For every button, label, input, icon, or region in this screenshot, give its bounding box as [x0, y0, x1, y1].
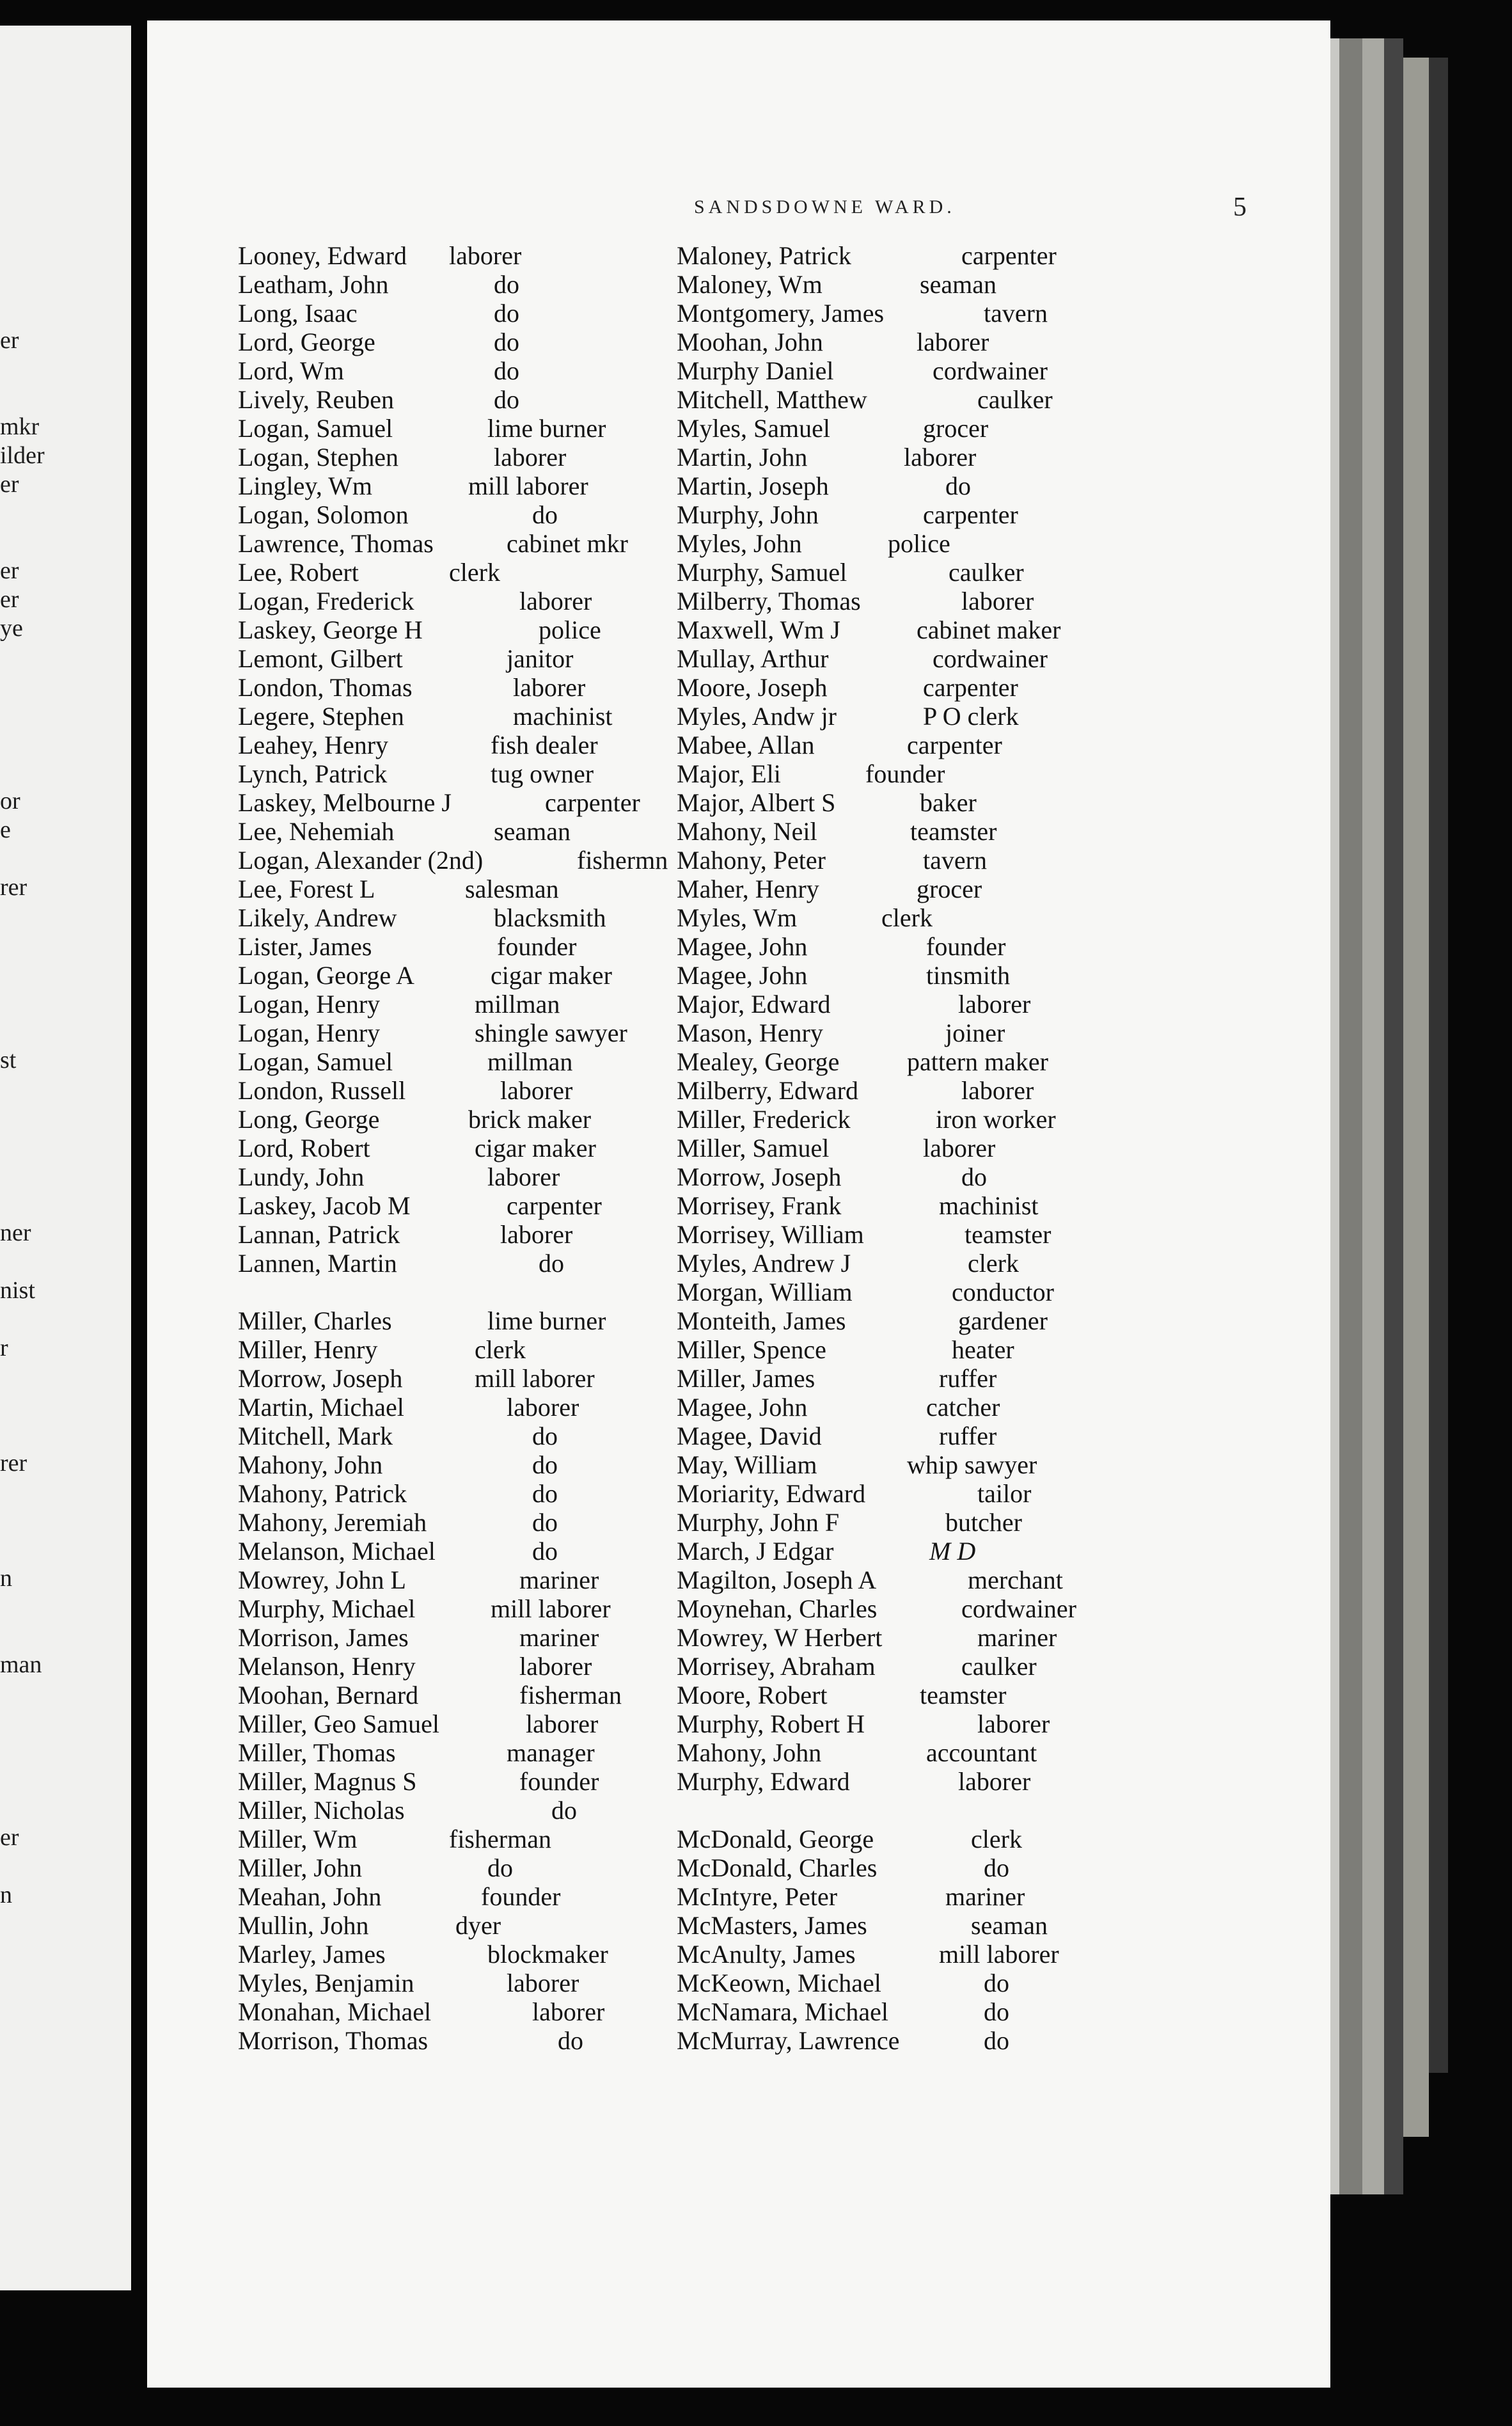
entry-name: McNamara, Michael [677, 1997, 888, 2026]
entry-occupation: laborer [507, 1969, 579, 1997]
entry-name: Mahony, Neil [677, 817, 817, 846]
entry-occupation: clerk [968, 1249, 1019, 1278]
entry-name: Miller, John [238, 1853, 362, 1882]
entry-occupation: grocer [917, 875, 982, 903]
entry-occupation: mill laborer [468, 472, 588, 500]
entry-occupation: clerk [971, 1825, 1022, 1853]
entry-occupation: police [888, 529, 950, 558]
entry-name: Logan, Samuel [238, 1047, 393, 1076]
entry-occupation: merchant [968, 1566, 1063, 1594]
left-page-fragment: er [0, 557, 19, 584]
entry-occupation: conductor [952, 1278, 1054, 1306]
entry-name: Martin, Michael [238, 1393, 404, 1422]
left-page-fragment: ilder [0, 442, 45, 469]
entry-occupation: caulker [961, 1652, 1037, 1681]
entry-name: Magee, John [677, 932, 808, 961]
left-page-fragment: n [0, 1882, 12, 1908]
entry-occupation: teamster [920, 1681, 1007, 1709]
entry-name: Morrow, Joseph [238, 1364, 403, 1393]
entry-name: Mahony, John [677, 1738, 822, 1767]
entry-occupation: do [984, 1997, 1009, 2026]
entry-name: Miller, Charles [238, 1306, 392, 1335]
entry-occupation: lime burner [487, 414, 606, 443]
entry-name: Milberry, Thomas [677, 587, 861, 615]
entry-name: Miller, Samuel [677, 1134, 830, 1162]
entry-occupation: carpenter [507, 1191, 602, 1220]
entry-occupation: iron worker [936, 1105, 1056, 1134]
entry-name: Murphy, Edward [677, 1767, 850, 1796]
entry-name: Morrisey, William [677, 1220, 864, 1249]
entry-name: Long, George [238, 1105, 380, 1134]
entry-occupation: blacksmith [494, 903, 606, 932]
entry-occupation: manager [507, 1738, 595, 1767]
entry-occupation: do [945, 472, 971, 500]
entry-occupation: blockmaker [487, 1940, 608, 1969]
entry-name: Meahan, John [238, 1882, 382, 1911]
entry-name: Myles, John [677, 529, 802, 558]
entry-occupation: fisherman [519, 1681, 622, 1709]
entry-name: Magee, David [677, 1422, 822, 1450]
entry-occupation: do [532, 1450, 558, 1479]
entry-name: Miller, Nicholas [238, 1796, 405, 1825]
page-edge-stack [1362, 38, 1384, 2194]
entry-occupation: P O clerk [923, 702, 1019, 731]
left-page-fragment: st [0, 1047, 17, 1074]
entry-name: McDonald, Charles [677, 1853, 878, 1882]
entry-occupation: whip sawyer [907, 1450, 1037, 1479]
directory-page [147, 20, 1330, 2388]
entry-name: Moore, Robert [677, 1681, 828, 1709]
entry-name: Miller, Thomas [238, 1738, 396, 1767]
entry-name: Likely, Andrew [238, 903, 397, 932]
entry-name: Miller, Magnus S [238, 1767, 417, 1796]
entry-occupation: seaman [920, 270, 996, 299]
entry-occupation: founder [481, 1882, 561, 1911]
entry-name: Moore, Joseph [677, 673, 828, 702]
entry-name: McIntyre, Peter [677, 1882, 838, 1911]
left-page-fragment: er [0, 1824, 19, 1851]
entry-name: Laskey, George H [238, 615, 423, 644]
entry-occupation: do [532, 1537, 558, 1566]
entry-occupation: tavern [984, 299, 1048, 328]
entry-occupation: do [494, 328, 519, 356]
entry-name: Moohan, John [677, 328, 823, 356]
entry-occupation: do [961, 1162, 987, 1191]
entry-occupation: lime burner [487, 1306, 606, 1335]
entry-name: Montgomery, James [677, 299, 885, 328]
entry-occupation: millman [475, 990, 560, 1019]
left-page-fragment: er [0, 586, 19, 613]
entry-occupation: gardener [958, 1306, 1048, 1335]
entry-name: Mahony, Jeremiah [238, 1508, 427, 1537]
entry-name: Morrisey, Frank [677, 1191, 842, 1220]
entry-name: Magee, John [677, 961, 808, 990]
entry-name: Martin, Joseph [677, 472, 829, 500]
left-page-fragment: mkr [0, 413, 40, 440]
entry-name: Maloney, Wm [677, 270, 823, 299]
entry-name: Mahony, Peter [677, 846, 826, 875]
entry-name: Major, Albert S [677, 788, 836, 817]
entry-occupation: tailor [977, 1479, 1032, 1508]
entry-occupation: teamster [965, 1220, 1051, 1249]
entry-name: Moynehan, Charles [677, 1594, 878, 1623]
left-page-fragment: rer [0, 874, 28, 901]
entry-occupation: mill laborer [491, 1594, 611, 1623]
entry-name: Leatham, John [238, 270, 389, 299]
entry-name: Mason, Henry [677, 1019, 823, 1047]
entry-occupation: teamster [910, 817, 997, 846]
entry-occupation: laborer [961, 1076, 1034, 1105]
entry-name: Miller, James [677, 1364, 815, 1393]
entry-occupation: laborer [923, 1134, 996, 1162]
entry-name: Morrison, James [238, 1623, 409, 1652]
entry-occupation: do [532, 1479, 558, 1508]
left-page-fragment: ner [0, 1219, 31, 1246]
entry-occupation: laborer [904, 443, 977, 472]
entry-occupation: do [494, 356, 519, 385]
page-edge-stack [1339, 38, 1362, 2194]
entry-name: Lord, George [238, 328, 375, 356]
entry-occupation: shingle sawyer [475, 1019, 627, 1047]
entry-occupation: M D [929, 1537, 976, 1566]
entry-name: Mitchell, Mark [238, 1422, 393, 1450]
entry-name: Maloney, Patrick [677, 241, 851, 270]
entry-name: May, William [677, 1450, 817, 1479]
entry-occupation: ruffer [939, 1422, 997, 1450]
entry-occupation: tinsmith [926, 961, 1011, 990]
entry-occupation: mariner [519, 1623, 599, 1652]
entry-occupation: laborer [500, 1220, 573, 1249]
entry-occupation: cordwainer [961, 1594, 1076, 1623]
entry-name: Lord, Robert [238, 1134, 370, 1162]
entry-occupation: laborer [449, 241, 522, 270]
entry-name: Lannan, Patrick [238, 1220, 400, 1249]
entry-name: Monteith, James [677, 1306, 846, 1335]
entry-name: Lee, Robert [238, 558, 359, 587]
page-edge-stack [1403, 58, 1429, 2137]
entry-name: Magee, John [677, 1393, 808, 1422]
entry-occupation: do [558, 2026, 583, 2055]
entry-name: Morrow, Joseph [677, 1162, 842, 1191]
entry-name: Myles, Andw jr [677, 702, 837, 731]
entry-name: Melanson, Henry [238, 1652, 416, 1681]
entry-name: Murphy Daniel [677, 356, 834, 385]
entry-occupation: clerk [881, 903, 933, 932]
entry-name: McMasters, James [677, 1911, 867, 1940]
entry-name: Major, Eli [677, 759, 781, 788]
entry-occupation: do [494, 299, 519, 328]
entry-occupation: laborer [507, 1393, 579, 1422]
entry-name: Mabee, Allan [677, 731, 815, 759]
entry-occupation: police [539, 615, 601, 644]
entry-name: Maxwell, Wm J [677, 615, 840, 644]
entry-occupation: laborer [961, 587, 1034, 615]
entry-name: Milberry, Edward [677, 1076, 858, 1105]
entry-name: Mowrey, John L [238, 1566, 406, 1594]
entry-occupation: salesman [465, 875, 559, 903]
entry-name: Morgan, William [677, 1278, 853, 1306]
entry-occupation: brick maker [468, 1105, 592, 1134]
left-page-fragment: nist [0, 1277, 35, 1304]
page-edge-stack [1384, 38, 1403, 2194]
entry-occupation: do [984, 2026, 1009, 2055]
entry-name: March, J Edgar [677, 1537, 834, 1566]
left-page-fragment: ye [0, 615, 23, 642]
entry-occupation: laborer [494, 443, 567, 472]
entry-name: Miller, Geo Samuel [238, 1709, 439, 1738]
entry-name: Monahan, Michael [238, 1997, 432, 2026]
entry-occupation: clerk [475, 1335, 526, 1364]
entry-name: Lawrence, Thomas [238, 529, 434, 558]
entry-name: McMurray, Lawrence [677, 2026, 900, 2055]
entry-name: Mahony, John [238, 1450, 383, 1479]
entry-name: Lord, Wm [238, 356, 344, 385]
entry-occupation: fish dealer [491, 731, 598, 759]
entry-occupation: mariner [945, 1882, 1025, 1911]
entry-occupation: laborer [487, 1162, 560, 1191]
page-header-title: SANDSDOWNE WARD. [694, 196, 956, 218]
entry-occupation: founder [519, 1767, 599, 1796]
entry-occupation: fisherman [449, 1825, 551, 1853]
entry-occupation: laborer [917, 328, 989, 356]
entry-occupation: clerk [449, 558, 500, 587]
entry-occupation: do [551, 1796, 577, 1825]
left-page-fragment: man [0, 1651, 42, 1678]
entry-occupation: catcher [926, 1393, 1000, 1422]
entry-name: Mitchell, Matthew [677, 385, 867, 414]
entry-name: Lively, Reuben [238, 385, 395, 414]
entry-name: Lynch, Patrick [238, 759, 388, 788]
entry-name: Miller, Spence [677, 1335, 826, 1364]
entry-occupation: carpenter [907, 731, 1002, 759]
entry-occupation: seaman [494, 817, 571, 846]
entry-occupation: cordwainer [933, 644, 1048, 673]
entry-name: Melanson, Michael [238, 1537, 436, 1566]
entry-name: Logan, Samuel [238, 414, 393, 443]
entry-name: Moohan, Bernard [238, 1681, 419, 1709]
entry-name: Long, Isaac [238, 299, 358, 328]
entry-occupation: laborer [500, 1076, 573, 1105]
entry-occupation: do [494, 385, 519, 414]
entry-name: Mealey, George [677, 1047, 840, 1076]
entry-name: Lingley, Wm [238, 472, 372, 500]
entry-name: Myles, Samuel [677, 414, 830, 443]
entry-occupation: machinist [513, 702, 613, 731]
entry-occupation: cordwainer [933, 356, 1048, 385]
entry-name: Myles, Andrew J [677, 1249, 851, 1278]
entry-occupation: baker [920, 788, 977, 817]
left-page-fragment: er [0, 327, 19, 354]
entry-occupation: dyer [455, 1911, 501, 1940]
entry-occupation: accountant [926, 1738, 1037, 1767]
entry-name: Laskey, Jacob M [238, 1191, 411, 1220]
entry-occupation: carpenter [923, 673, 1018, 702]
entry-occupation: laborer [977, 1709, 1050, 1738]
entry-name: Miller, Frederick [677, 1105, 851, 1134]
entry-occupation: machinist [939, 1191, 1039, 1220]
entry-occupation: laborer [519, 1652, 592, 1681]
entry-occupation: do [494, 270, 519, 299]
entry-occupation: fishermn [577, 846, 668, 875]
entry-occupation: pattern maker [907, 1047, 1048, 1076]
entry-occupation: do [487, 1853, 513, 1882]
entry-name: Miller, Wm [238, 1825, 358, 1853]
entry-occupation: ruffer [939, 1364, 997, 1393]
entry-name: Murphy, John F [677, 1508, 840, 1537]
entry-occupation: laborer [519, 587, 592, 615]
entry-name: Morrison, Thomas [238, 2026, 429, 2055]
entry-name: Lannen, Martin [238, 1249, 397, 1278]
entry-name: Lee, Forest L [238, 875, 375, 903]
entry-occupation: heater [952, 1335, 1014, 1364]
entry-name: Logan, Henry [238, 990, 381, 1019]
entry-name: Logan, Stephen [238, 443, 399, 472]
entry-name: McDonald, George [677, 1825, 874, 1853]
entry-name: McAnulty, James [677, 1940, 856, 1969]
entry-occupation: mill laborer [939, 1940, 1059, 1969]
entry-occupation: tavern [923, 846, 987, 875]
entry-name: Laskey, Melbourne J [238, 788, 452, 817]
entry-name: Major, Edward [677, 990, 831, 1019]
entry-name: Myles, Wm [677, 903, 798, 932]
entry-occupation: do [532, 1508, 558, 1537]
entry-occupation: do [984, 1969, 1009, 1997]
entry-occupation: do [532, 1422, 558, 1450]
entry-name: Lee, Nehemiah [238, 817, 395, 846]
entry-occupation: laborer [532, 1997, 605, 2026]
left-page-fragment: er [0, 471, 19, 498]
entry-occupation: carpenter [923, 500, 1018, 529]
entry-occupation: butcher [945, 1508, 1022, 1537]
entry-name: Looney, Edward [238, 241, 407, 270]
entry-name: Murphy, Robert H [677, 1709, 865, 1738]
entry-occupation: cigar maker [475, 1134, 596, 1162]
entry-occupation: founder [865, 759, 945, 788]
entry-occupation: caulker [977, 385, 1053, 414]
entry-name: Murphy, Michael [238, 1594, 416, 1623]
entry-occupation: millman [487, 1047, 573, 1076]
entry-occupation: do [539, 1249, 564, 1278]
entry-occupation: mariner [977, 1623, 1057, 1652]
entry-name: Mullin, John [238, 1911, 369, 1940]
entry-occupation: mariner [519, 1566, 599, 1594]
entry-name: McKeown, Michael [677, 1969, 881, 1997]
left-page-fragment: rer [0, 1450, 28, 1477]
entry-name: Legere, Stephen [238, 702, 404, 731]
entry-occupation: cigar maker [491, 961, 612, 990]
entry-occupation: do [532, 500, 558, 529]
entry-name: Lister, James [238, 932, 372, 961]
entry-name: Murphy, Samuel [677, 558, 847, 587]
page-edge-stack [1429, 58, 1448, 2073]
entry-name: Leahey, Henry [238, 731, 389, 759]
entry-name: Logan, Alexander (2nd) [238, 846, 484, 875]
entry-name: London, Thomas [238, 673, 413, 702]
entry-occupation: grocer [923, 414, 989, 443]
entry-occupation: laborer [526, 1709, 599, 1738]
entry-name: Lundy, John [238, 1162, 365, 1191]
entry-occupation: do [984, 1853, 1009, 1882]
entry-name: Moriarity, Edward [677, 1479, 866, 1508]
entry-name: Mahony, Patrick [238, 1479, 407, 1508]
entry-occupation: laborer [958, 1767, 1031, 1796]
entry-occupation: caulker [949, 558, 1024, 587]
entry-name: Miller, Henry [238, 1335, 378, 1364]
entry-name: London, Russell [238, 1076, 406, 1105]
page-number: 5 [1233, 193, 1247, 222]
entry-occupation: founder [926, 932, 1006, 961]
entry-name: Martin, John [677, 443, 808, 472]
entry-name: Logan, George A [238, 961, 414, 990]
entry-occupation: carpenter [545, 788, 640, 817]
entry-name: Logan, Solomon [238, 500, 409, 529]
entry-occupation: mill laborer [475, 1364, 595, 1393]
entry-occupation: laborer [958, 990, 1031, 1019]
entry-name: Murphy, John [677, 500, 819, 529]
entry-name: Marley, James [238, 1940, 386, 1969]
entry-name: Maher, Henry [677, 875, 819, 903]
entry-occupation: cabinet maker [917, 615, 1061, 644]
left-page-fragment: e [0, 816, 11, 843]
left-page-fragment: r [0, 1335, 8, 1361]
entry-name: Lemont, Gilbert [238, 644, 403, 673]
left-page-edge [0, 26, 131, 2290]
entry-occupation: tug owner [491, 759, 594, 788]
entry-name: Magilton, Joseph A [677, 1566, 877, 1594]
entry-name: Myles, Benjamin [238, 1969, 414, 1997]
entry-occupation: janitor [507, 644, 574, 673]
entry-occupation: joiner [945, 1019, 1005, 1047]
entry-occupation: laborer [513, 673, 586, 702]
left-page-fragment: or [0, 788, 20, 814]
entry-occupation: founder [497, 932, 577, 961]
entry-occupation: carpenter [961, 241, 1057, 270]
entry-name: Morrisey, Abraham [677, 1652, 876, 1681]
entry-name: Logan, Henry [238, 1019, 381, 1047]
entry-occupation: cabinet mkr [507, 529, 628, 558]
entry-name: Logan, Frederick [238, 587, 414, 615]
left-page-fragment: n [0, 1565, 12, 1592]
entry-name: Mullay, Arthur [677, 644, 829, 673]
entry-name: Mowrey, W Herbert [677, 1623, 883, 1652]
entry-occupation: seaman [971, 1911, 1048, 1940]
